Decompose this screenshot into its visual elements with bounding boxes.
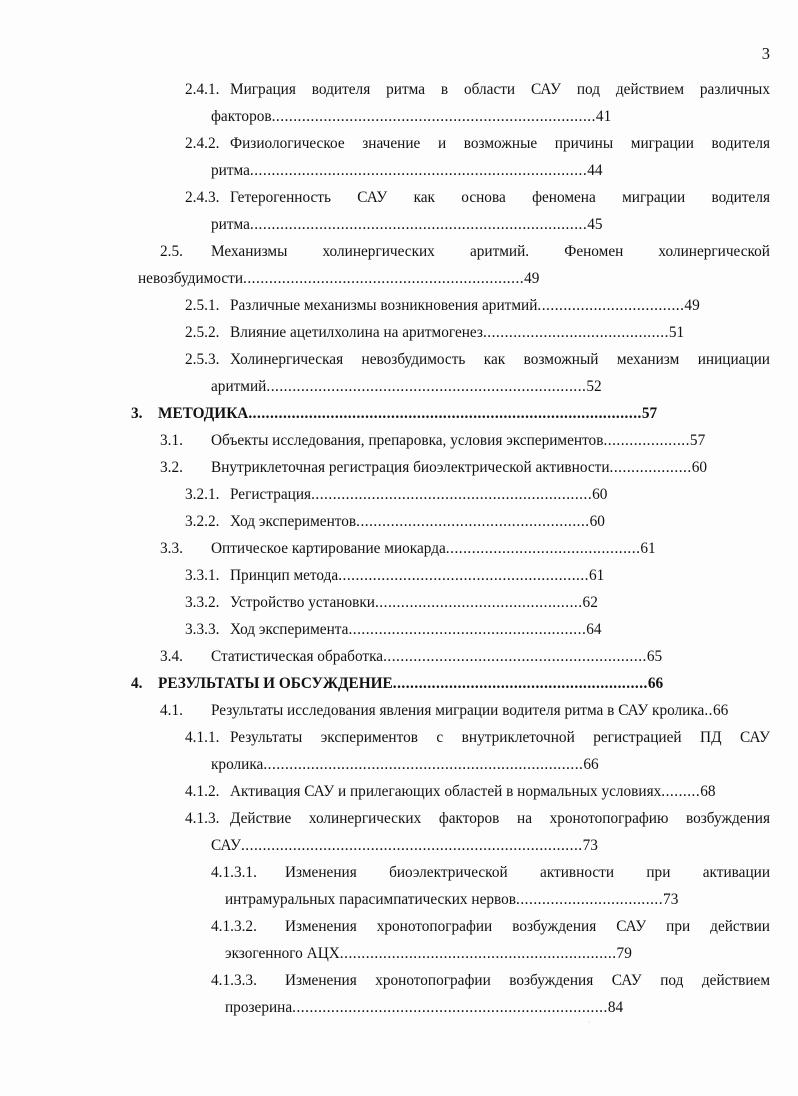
toc-entry-number: 3.3.1. [185, 567, 220, 584]
dot-leader: ........................................................................................... [248, 405, 642, 422]
toc-entry-page: 57 [641, 405, 658, 422]
toc-entry-body [211, 535, 770, 562]
toc-entry-number: 2.5. [160, 243, 183, 260]
toc-entry-page: 60 [592, 486, 608, 503]
toc-entry[interactable] [0, 238, 798, 292]
toc-entry-title-line1: Действие холинергических факторов на хронотопографию возбуждения [230, 810, 770, 827]
toc-entry-continuation [225, 994, 770, 1021]
toc-entry-title-line2: кролика [211, 756, 264, 773]
toc-entry-title-line1: Ход эксперимента [230, 621, 349, 638]
toc-entry-number: 4.1.3. [185, 810, 220, 827]
scan-artifact-mark: · [588, 1018, 591, 1027]
dot-leader: .................................. [516, 891, 664, 908]
toc-entry-title-line2: интрамуральных парасимпатических нервов [225, 891, 517, 908]
toc-entry[interactable] [0, 184, 798, 238]
toc-entry-continuation [225, 940, 770, 967]
toc-entry-page: 65 [646, 648, 663, 665]
toc-entry-page: 61 [589, 567, 605, 584]
toc-entry-title-line2: САУ [211, 837, 241, 854]
toc-entry-number: 4.1.3.2. [211, 918, 257, 935]
toc-entry-body [211, 697, 770, 724]
toc-entry[interactable] [0, 427, 798, 454]
toc-entry-title-line1: Влияние ацетилхолина на аритмогенез [230, 324, 483, 341]
toc-entry-continuation [211, 373, 770, 400]
toc-entry-number: 2.5.3. [185, 351, 220, 368]
toc-entry-number: 3.4. [160, 648, 183, 665]
toc-entry-body [211, 130, 770, 184]
dot-leader: .......................................................................... [266, 378, 587, 395]
toc-entry-number: 4.1. [160, 702, 183, 719]
toc-entry-title-line1: Устройство установки [230, 594, 375, 611]
dot-leader: .................... [603, 432, 690, 449]
toc-entry-body [211, 724, 770, 778]
toc-entry-page: 49 [524, 270, 540, 287]
dot-leader: .............................................................................. [249, 216, 588, 233]
toc-entry[interactable] [0, 805, 798, 859]
toc-entry-title-line1: РЕЗУЛЬТАТЫ И ОБСУЖДЕНИЕ [158, 675, 393, 692]
toc-entry-title-line1: Оптическое картирование миокарда [211, 540, 446, 557]
toc-entry-title-line2: ритма [211, 162, 250, 179]
toc-entry-body [158, 400, 770, 427]
toc-entry-body [211, 643, 770, 670]
table-of-contents [0, 76, 798, 1021]
toc-entry-body [230, 481, 770, 508]
toc-entry-continuation [211, 103, 770, 130]
toc-entry-body [230, 778, 770, 805]
dot-leader: ...................................................... [356, 513, 590, 530]
toc-entry[interactable] [0, 319, 798, 346]
toc-entry-number: 2.5.1. [185, 297, 220, 314]
toc-entry-body [230, 562, 770, 589]
toc-entry-number: 3.3.3. [185, 621, 220, 638]
toc-entry[interactable] [0, 535, 798, 562]
toc-entry-page: 51 [668, 324, 685, 341]
toc-entry[interactable] [0, 697, 798, 724]
dot-leader: ............................................................................... [240, 837, 583, 854]
toc-entry-title-line2: факторов [211, 108, 272, 125]
dot-leader: ......... [661, 783, 701, 800]
toc-entry-title-line1: Статистическая обработка [211, 648, 384, 665]
toc-entry-title-line2: аритмий [211, 378, 267, 395]
toc-entry-body [211, 805, 770, 859]
toc-entry-number: 3.2.2. [185, 513, 220, 530]
toc-entry-number: 2.5.2. [185, 324, 220, 341]
toc-entry-body [230, 616, 770, 643]
toc-entry-number: 2.4.2. [185, 135, 220, 152]
toc-entry-number: 4.1.1. [185, 729, 220, 746]
toc-entry-page: 73 [582, 837, 598, 854]
dot-leader: ....................................................... [348, 621, 587, 638]
toc-entry-continuation [211, 751, 770, 778]
toc-entry-number: 3.3.2. [185, 594, 220, 611]
toc-entry[interactable] [0, 670, 798, 697]
toc-entry[interactable] [0, 292, 798, 319]
toc-entry-body [211, 454, 770, 481]
toc-entry-page: 66 [583, 756, 599, 773]
toc-entry-page: 62 [582, 594, 598, 611]
toc-entry-title-line1: Объекты исследования, препаровка, условия экспериментов [211, 432, 604, 449]
toc-entry-number: 3.1. [160, 432, 183, 449]
toc-entry[interactable] [0, 346, 798, 400]
toc-entry-title-line1: Изменения биоэлектрической активности при активации [285, 864, 770, 881]
toc-entry-page: 79 [616, 945, 632, 962]
toc-entry-page: 61 [640, 540, 656, 557]
toc-entry-title-line1: Принцип метода [230, 567, 339, 584]
toc-entry-number: 4. [131, 675, 143, 692]
toc-entry-page: 73 [663, 891, 679, 908]
toc-entry-page: 68 [700, 783, 716, 800]
toc-entry[interactable] [0, 589, 798, 616]
dot-leader: .. [704, 702, 714, 719]
toc-entry[interactable] [0, 724, 798, 778]
toc-entry-title-line1: Различные механизмы возникновения аритмий [230, 297, 538, 314]
toc-entry-number: 4.1.2. [185, 783, 220, 800]
dot-leader: .............................................................................. [249, 162, 588, 179]
dot-leader: ........................................................................... [271, 108, 596, 125]
toc-entry-body [211, 76, 770, 130]
toc-entry-title-line1: Изменения хронотопографии возбуждения САУ под действием [285, 972, 770, 989]
toc-entry-body [230, 319, 770, 346]
page-number: 3 [761, 44, 770, 63]
toc-entry-title-line1: Физиологическое значение и возможные причины миграции водителя [230, 135, 770, 152]
toc-entry-body [230, 508, 770, 535]
dot-leader: ........................................... [482, 324, 669, 341]
toc-entry-title-line1: МЕТОДИКА [158, 405, 249, 422]
toc-entry[interactable] [0, 859, 798, 913]
toc-entry[interactable] [0, 562, 798, 589]
toc-entry-body [158, 670, 770, 697]
toc-entry-number: 3.3. [160, 540, 183, 557]
toc-entry-number: 3.2.1. [185, 486, 220, 503]
toc-entry[interactable] [0, 643, 798, 670]
toc-entry-page: 45 [587, 216, 603, 233]
toc-entry-number: 2.4.1. [185, 81, 220, 98]
dot-leader: ................................................................ [339, 945, 617, 962]
toc-entry-continuation [225, 886, 770, 913]
dot-leader: ............................................................. [383, 648, 647, 665]
toc-entry-continuation [211, 211, 770, 238]
toc-entry-page: 41 [595, 108, 612, 125]
toc-entry-title-line2: экзогенного АЦХ [225, 945, 340, 962]
toc-entry-title-line1: Изменения хронотопографии возбуждения САУ при действии [285, 918, 770, 935]
toc-entry-page: 52 [586, 378, 602, 395]
toc-entry[interactable] [0, 76, 798, 130]
toc-entry[interactable] [0, 130, 798, 184]
toc-entry-title-line1: Результаты исследования явления миграции водителя ритма в САУ кролика [211, 702, 705, 719]
toc-entry-title-line1: Регистрация [230, 486, 312, 503]
toc-entry-page: 64 [586, 621, 602, 638]
dot-leader: ................................................................. [243, 270, 525, 287]
toc-entry-body [211, 184, 770, 238]
toc-entry-body [211, 427, 770, 454]
toc-entry-page: 60 [589, 513, 605, 530]
toc-entry-title-line1: Холинергическая невозбудимость как возможный механизм инициации [230, 351, 770, 368]
toc-entry-title-line1: Активация САУ и прилегающих областей в нормальных условиях [230, 783, 662, 800]
toc-entry-page: 84 [607, 999, 624, 1016]
toc-entry[interactable] [0, 913, 798, 967]
toc-entry[interactable] [0, 616, 798, 643]
toc-entry-title-line1: Механизмы холинергических аритмий. Феномен холинергической [211, 243, 770, 260]
dot-leader: ................................................ [374, 594, 583, 611]
toc-entry-page: 60 [691, 459, 707, 476]
toc-entry-title-line1: Внутриклеточная регистрация биоэлектрической активности [211, 459, 610, 476]
dot-leader: .................................. [537, 297, 685, 314]
toc-entry-number: 4.1.3.3. [211, 972, 257, 989]
toc-entry-title-line1: Миграция водителя ритма в области САУ под действием различных [230, 81, 770, 98]
toc-entry-title-line1: Гетерогенность САУ как основа феномена миграции водителя [230, 189, 770, 206]
toc-entry-title-line1: Ход экспериментов [230, 513, 357, 530]
toc-entry-title-line2: невозбудимости [138, 270, 244, 287]
toc-entry[interactable] [0, 967, 798, 1021]
toc-entry-title-line1: Результаты экспериментов с внутриклеточной регистрацией ПД САУ [230, 729, 770, 746]
toc-entry[interactable] [0, 481, 798, 508]
dot-leader: ................................................................. [311, 486, 593, 503]
toc-entry[interactable] [0, 778, 798, 805]
toc-entry[interactable] [0, 400, 798, 427]
toc-entry-continuation [211, 157, 770, 184]
toc-entry-body [230, 292, 770, 319]
toc-entry-number: 3.2. [160, 459, 183, 476]
toc-entry-title-line2: ритма [211, 216, 250, 233]
dot-leader: ......................................................................... [292, 999, 608, 1016]
toc-entry-page: 66 [713, 702, 729, 719]
toc-entry-page: 57 [689, 432, 706, 449]
dot-leader: .......................................................... [338, 567, 589, 584]
dot-leader: ............................................. [445, 540, 641, 557]
dot-leader: ................... [609, 459, 692, 476]
toc-entry[interactable] [0, 454, 798, 481]
toc-entry-page: 49 [684, 297, 700, 314]
toc-entry-page: 66 [647, 675, 664, 692]
toc-entry-number: 3. [131, 405, 143, 422]
dot-leader: ........................................................... [392, 675, 648, 692]
toc-entry-number: 2.4.3. [185, 189, 220, 206]
toc-entry-number: 4.1.3.1. [211, 864, 257, 881]
toc-entry-title-line2: прозерина [225, 999, 293, 1016]
toc-entry-page: 44 [587, 162, 603, 179]
dot-leader: .......................................................................... [263, 756, 584, 773]
toc-entry-body [211, 346, 770, 400]
toc-entry[interactable] [0, 508, 798, 535]
toc-entry-body [230, 589, 770, 616]
toc-entry-continuation [211, 832, 770, 859]
toc-entry-continuation [138, 265, 770, 292]
